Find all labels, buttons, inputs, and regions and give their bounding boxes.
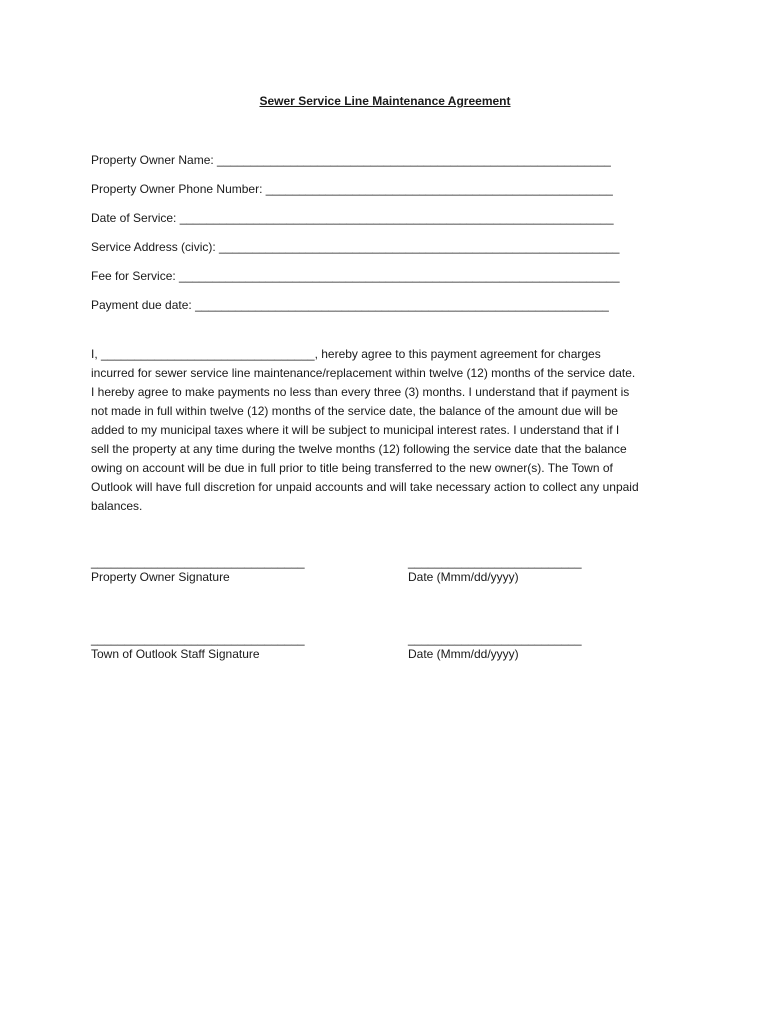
paragraph-line: added to my municipal taxes where it will be subject to municipal interest rates. I understand that if I [91, 423, 620, 437]
fee-for-service-field[interactable]: Fee for Service: __________________________________________________________________ [91, 269, 620, 283]
property-owner-phone-field[interactable]: Property Owner Phone Number: ____________________________________________________ [91, 182, 613, 196]
service-address-field[interactable]: Service Address (civic): ____________________________________________________________ [91, 240, 620, 254]
property-owner-signature-line[interactable]: ________________________________ [91, 555, 305, 569]
property-owner-date-block [408, 555, 582, 584]
paragraph-line: I hereby agree to make payments no less than every three (3) months. I understand that if payment is [91, 385, 630, 399]
payment-due-date-field[interactable]: Payment due date: ______________________________________________________________ [91, 298, 609, 312]
paragraph-line: I, ________________________________, hereby agree to this payment agreement for charges [91, 347, 601, 361]
staff-signature-line[interactable]: ________________________________ [91, 632, 305, 646]
date-of-service-field[interactable]: Date of Service: _________________________________________________________________ [91, 211, 614, 225]
paragraph-line: balances. [91, 499, 143, 513]
document-title: Sewer Service Line Maintenance Agreement [259, 94, 511, 108]
paragraph-line: not made in full within twelve (12) months of the service date, the balance of the amount due will be [91, 404, 618, 418]
property-owner-date-label: Date (Mmm/dd/yyyy) [408, 570, 519, 584]
agreement-paragraph [91, 345, 686, 516]
staff-date-label: Date (Mmm/dd/yyyy) [408, 647, 519, 661]
staff-signature-block [91, 632, 305, 661]
property-owner-signature-block [91, 555, 305, 584]
paragraph-line: sell the property at any time during the twelve months (12) following the service date that the balance [91, 442, 627, 456]
paragraph-line: Outlook will have full discretion for unpaid accounts and will take necessary action to collect any unpaid [91, 480, 639, 494]
paragraph-line: incurred for sewer service line maintenance/replacement within twelve (12) months of the service date. [91, 366, 636, 380]
property-owner-name-field[interactable]: Property Owner Name: ___________________________________________________________ [91, 153, 611, 167]
property-owner-signature-label: Property Owner Signature [91, 570, 230, 584]
staff-signature-label: Town of Outlook Staff Signature [91, 647, 260, 661]
staff-date-block [408, 632, 582, 661]
staff-date-line[interactable]: __________________________ [408, 632, 582, 646]
property-owner-date-line[interactable]: __________________________ [408, 555, 582, 569]
paragraph-line: owing on account will be due in full prior to title being transferred to the new owner(s). The Town of [91, 461, 613, 475]
